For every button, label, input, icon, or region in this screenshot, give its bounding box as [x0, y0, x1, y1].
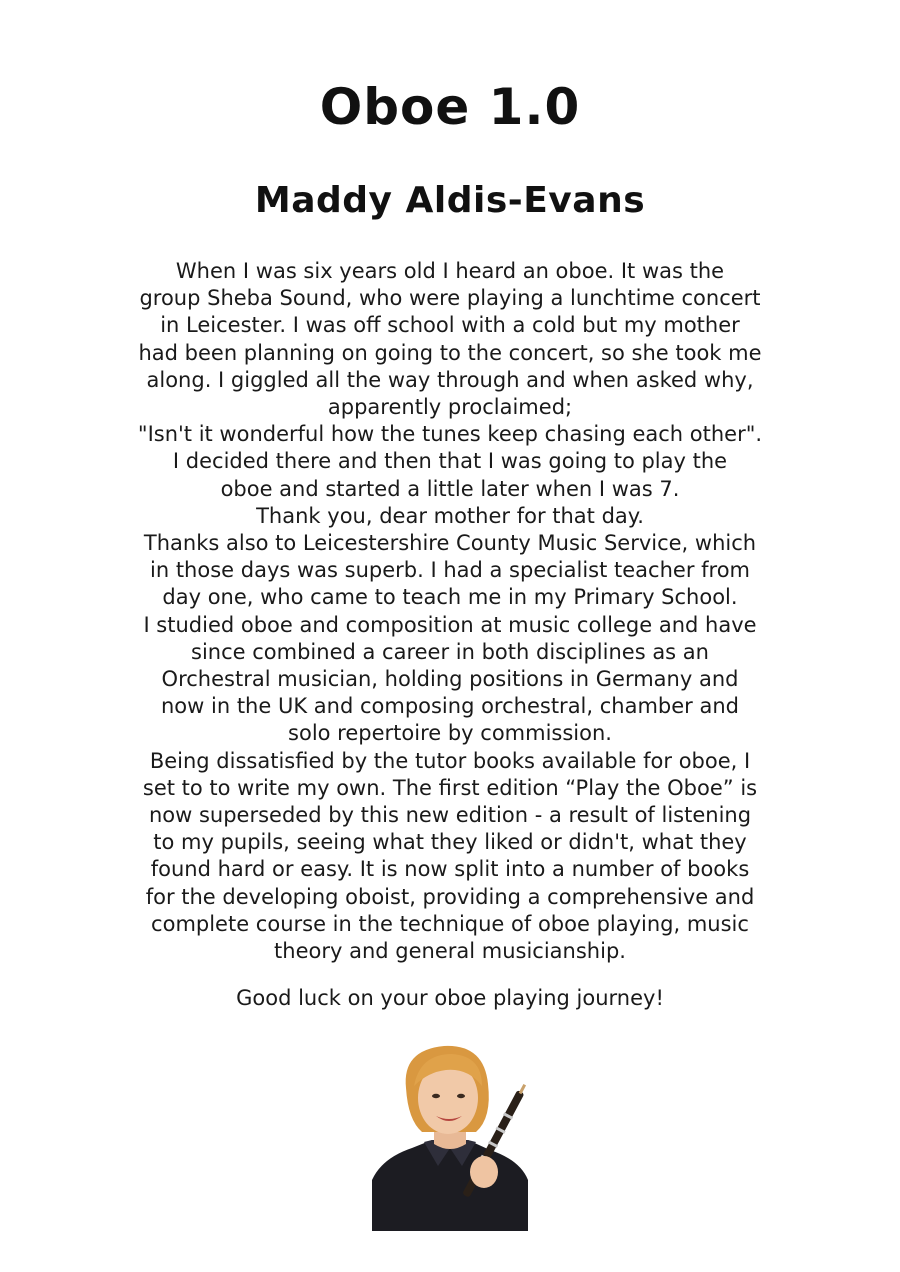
text-line: had been planning on going to the concert, so she took me	[138, 340, 762, 365]
text-line: theory and general musicianship.	[274, 939, 626, 964]
left-eye-shape	[432, 1094, 440, 1098]
text-line: oboe and started a little later when I was 7.	[220, 476, 680, 501]
text-line: for the developing oboist, providing a comprehensive and	[145, 884, 755, 909]
text-line: in those days was superb. I had a specialist teacher from	[150, 558, 750, 583]
text-line: along. I giggled all the way through and when asked why,	[146, 367, 754, 392]
page-title: Oboe 1.0	[319, 78, 581, 136]
text-line: Orchestral musician, holding positions in Germany and	[161, 667, 739, 692]
right-eye-shape	[457, 1094, 465, 1098]
text-line: to my pupils, seeing what they liked or didn't, what they	[153, 830, 747, 855]
author-photo	[372, 1040, 528, 1231]
text-line: Thanks also to Leicestershire County Music Service, which	[143, 531, 757, 556]
text-line: since combined a career in both disciplines as an	[191, 639, 709, 664]
text-line: Being dissatisfied by the tutor books available for oboe, I	[149, 748, 751, 773]
text-line: Thank you, dear mother for that day.	[256, 503, 644, 528]
text-line: When I was six years old I heard an oboe. It was the	[175, 259, 725, 283]
author-name: Maddy Aldis-Evans	[254, 180, 646, 221]
text-line: day one, who came to teach me in my Primary School.	[162, 585, 738, 610]
text-line: I studied oboe and composition at music college and have	[143, 612, 757, 637]
text-line: I decided there and then that I was going to play the	[172, 449, 728, 474]
text-line: now in the UK and composing orchestral, chamber and	[161, 694, 739, 719]
text-line: set to to write my own. The first edition “Play the Oboe” is	[142, 775, 758, 800]
portrait-illustration	[372, 1040, 528, 1231]
text-line: now superseded by this new edition - a result of listening	[148, 803, 752, 828]
text-line: "Isn't it wonderful how the tunes keep chasing each other".	[137, 422, 763, 447]
biography-text	[60, 258, 840, 965]
text-line: group Sheba Sound, who were playing a lunchtime concert	[139, 286, 761, 311]
text-line: solo repertoire by commission.	[288, 721, 612, 746]
text-line: apparently proclaimed;	[327, 395, 573, 420]
text-line: found hard or easy. It is now split into a number of books	[150, 857, 750, 882]
closing-line: Good luck on your oboe playing journey!	[236, 986, 664, 1010]
text-line: in Leicester. I was off school with a cold but my mother	[160, 313, 740, 338]
hand-shape	[470, 1156, 498, 1188]
text-line: complete course in the technique of oboe playing, music	[151, 911, 749, 936]
jacket-shape	[372, 1140, 528, 1231]
